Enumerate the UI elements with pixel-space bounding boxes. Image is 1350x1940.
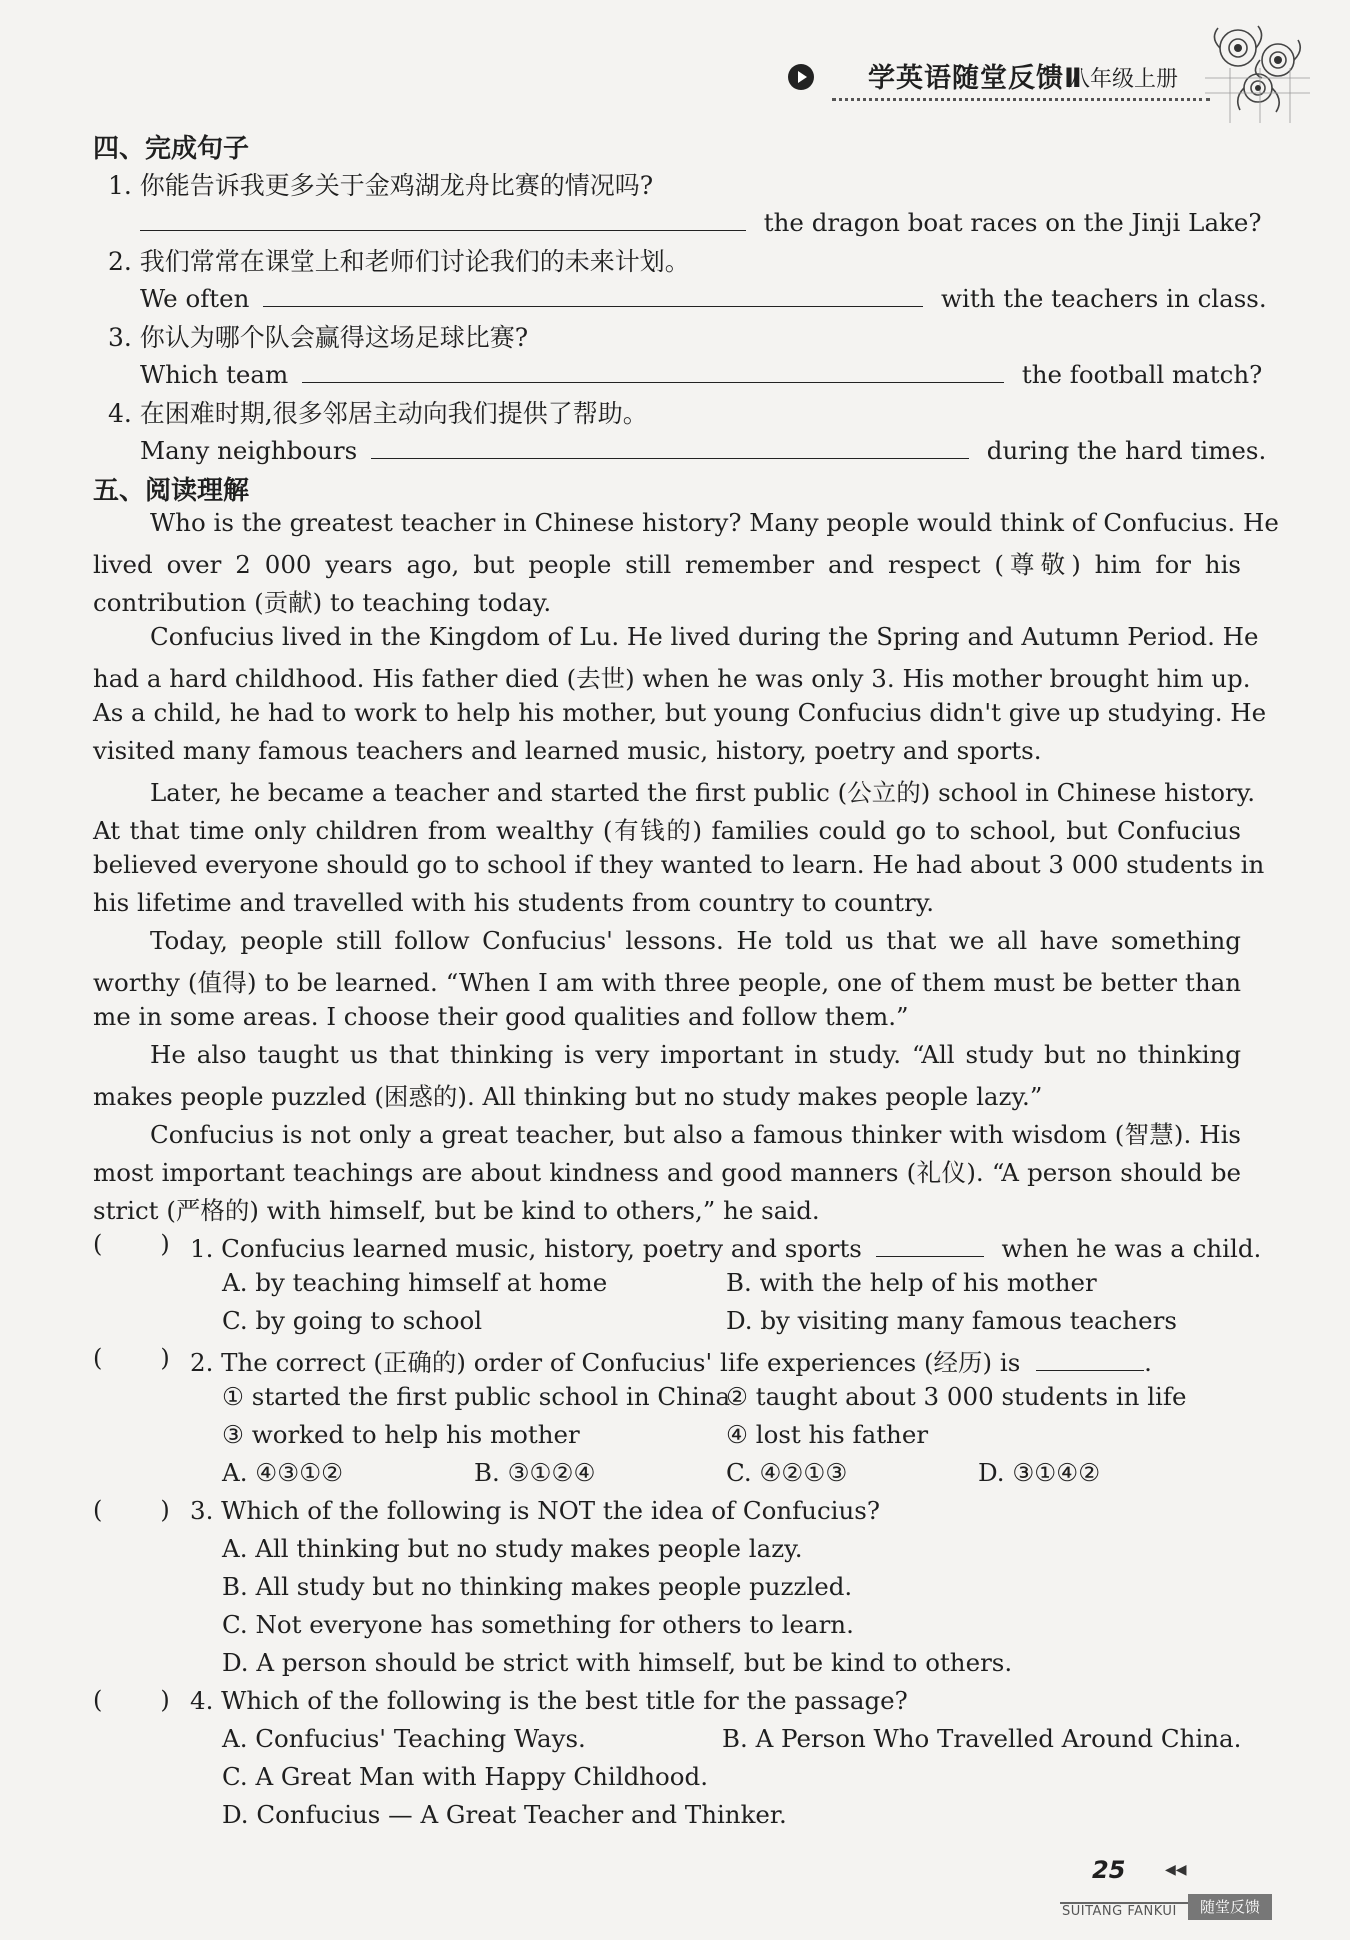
passage-line: his lifetime and travelled with his students from country to country. <box>93 888 935 917</box>
passage-line: He also taught us that thinking is very important in study. “All study but no thinking <box>150 1040 1241 1069</box>
rewind-arrows-icon: ◀◀ <box>1165 1862 1187 1878</box>
passage-line: Confucius is not only a great teacher, but also a famous thinker with wisdom (智慧). His <box>150 1120 1241 1149</box>
passage-line: As a child, he had to work to help his mother, but young Confucius didn't give up studying. He <box>93 698 1267 727</box>
passage-line: worthy (值得) to be learned. “When I am with three people, one of them must be better than <box>93 968 1241 997</box>
q2-event-3: ③ worked to help his mother <box>222 1420 580 1449</box>
q1-answer-paren[interactable]: ( ) <box>93 1230 170 1258</box>
q2-option-a[interactable]: A. ④③①② <box>222 1458 344 1487</box>
q1-stem-blank <box>876 1230 984 1257</box>
q4-option-a[interactable]: A. Confucius' Teaching Ways. <box>222 1724 586 1753</box>
q2-stem: 2. The correct (正确的) order of Confucius' life experiences (经历) is . <box>190 1344 1152 1379</box>
q3-option-d[interactable]: D. A person should be strict with himself, but be kind to others. <box>222 1648 1013 1677</box>
section-4-heading: 四、完成句子 <box>93 134 250 164</box>
s4-q3-prefix: Which team <box>140 360 289 389</box>
q3-answer-paren[interactable]: ( ) <box>93 1496 170 1524</box>
q1-option-b[interactable]: B. with the help of his mother <box>726 1268 1097 1297</box>
s4-q1-suffix: the dragon boat races on the Jinji Lake? <box>763 208 1262 237</box>
q1-option-d[interactable]: D. by visiting many famous teachers <box>726 1306 1177 1335</box>
passage-line: believed everyone should go to school if they wanted to learn. He had about 3 000 students in <box>93 850 1265 879</box>
passage-line: Confucius lived in the Kingdom of Lu. He lived during the Spring and Autumn Period. He <box>150 622 1259 651</box>
footer-brand-en: SUITANG FANKUI <box>1062 1904 1177 1919</box>
book-title: 学英语随堂反馈Ⅱ <box>868 63 1083 94</box>
s4-q2-english <box>140 280 1267 313</box>
s4-q3-answer-blank[interactable] <box>302 356 1004 383</box>
q3-stem: 3. Which of the following is NOT the idea of Confucius? <box>190 1496 881 1525</box>
s4-q2-prefix: We often <box>140 284 250 313</box>
passage-line: makes people puzzled (困惑的). All thinking but no study makes people lazy.” <box>93 1082 1043 1111</box>
page-number: 25 <box>1092 1856 1126 1884</box>
s4-q3-chinese: 3. 你认为哪个队会赢得这场足球比赛? <box>108 323 529 352</box>
passage-line: me in some areas. I choose their good qualities and follow them.” <box>93 1002 909 1031</box>
header-dotted-rule <box>832 98 1210 101</box>
q3-option-a[interactable]: A. All thinking but no study makes people lazy. <box>222 1534 803 1563</box>
q2-event-1: ① started the first public school in China <box>222 1382 731 1411</box>
passage-line: Later, he became a teacher and started the first public (公立的) school in Chinese history. <box>150 778 1256 807</box>
footer-brand-badge: 随堂反馈 <box>1188 1894 1272 1920</box>
q2-event-2: ② taught about 3 000 students in life <box>726 1382 1187 1411</box>
q2-stem-blank <box>1036 1344 1144 1371</box>
q4-option-d[interactable]: D. Confucius — A Great Teacher and Thinker. <box>222 1800 787 1829</box>
q2-event-4: ④ lost his father <box>726 1420 929 1449</box>
q1-stem: 1. Confucius learned music, history, poetry and sports when he was a child. <box>190 1230 1261 1263</box>
q2-option-b[interactable]: B. ③①②④ <box>474 1458 596 1487</box>
q1-option-c[interactable]: C. by going to school <box>222 1306 483 1335</box>
q2-option-c[interactable]: C. ④②①③ <box>726 1458 848 1487</box>
q4-answer-paren[interactable]: ( ) <box>93 1686 170 1714</box>
s4-q2-suffix: with the teachers in class. <box>941 284 1267 313</box>
s4-q2-answer-blank[interactable] <box>263 280 923 307</box>
s4-q4-prefix: Many neighbours <box>140 436 358 465</box>
q3-option-b[interactable]: B. All study but no thinking makes people puzzled. <box>222 1572 853 1601</box>
passage-line: contribution (贡献) to teaching today. <box>93 588 552 617</box>
s4-q4-chinese: 4. 在困难时期,很多邻居主动向我们提供了帮助。 <box>108 399 648 428</box>
s4-q3-suffix: the football match? <box>1021 360 1263 389</box>
s4-q4-answer-blank[interactable] <box>371 432 969 459</box>
q4-stem: 4. Which of the following is the best title for the passage? <box>190 1686 908 1715</box>
passage-line: had a hard childhood. His father died (去世) when he was only 3. His mother brought him up. <box>93 664 1251 693</box>
q3-option-c[interactable]: C. Not everyone has something for others to learn. <box>222 1610 854 1639</box>
s4-q2-chinese: 2. 我们常常在课堂上和老师们讨论我们的未来计划。 <box>108 247 690 276</box>
s4-q4-english <box>140 432 1266 465</box>
passage-line: visited many famous teachers and learned music, history, poetry and sports. <box>93 736 1042 765</box>
q4-option-c[interactable]: C. A Great Man with Happy Childhood. <box>222 1762 709 1791</box>
passage-line: Who is the greatest teacher in Chinese history? Many people would think of Confucius. He <box>150 508 1279 537</box>
q4-option-b[interactable]: B. A Person Who Travelled Around China. <box>722 1724 1242 1753</box>
q2-answer-paren[interactable]: ( ) <box>93 1344 170 1372</box>
grade-label: 八年级上册 <box>1068 67 1179 92</box>
passage-line: Today, people still follow Confucius' lessons. He told us that we all have something <box>150 926 1241 955</box>
s4-q1-answer-blank[interactable] <box>140 204 746 231</box>
q2-option-d[interactable]: D. ③①④② <box>978 1458 1101 1487</box>
passage-line: strict (严格的) with himself, but be kind to others,” he said. <box>93 1196 820 1225</box>
q1-option-a[interactable]: A. by teaching himself at home <box>222 1268 608 1297</box>
section-5-heading: 五、阅读理解 <box>93 476 250 506</box>
s4-q4-suffix: during the hard times. <box>986 436 1267 465</box>
passage-line: At that time only children from wealthy (有钱的) families could go to school, but Confucius <box>93 816 1241 845</box>
s4-q1-chinese: 1. 你能告诉我更多关于金鸡湖龙舟比赛的情况吗? <box>108 171 654 200</box>
flower-decoration-icon <box>1200 18 1320 128</box>
play-icon <box>788 64 814 90</box>
passage-line: lived over 2 000 years ago, but people still remember and respect (尊敬) him for his <box>93 550 1241 579</box>
passage-line: most important teachings are about kindness and good manners (礼仪). “A person should be <box>93 1158 1241 1187</box>
s4-q3-english <box>140 356 1262 389</box>
s4-q1-english <box>140 204 1262 237</box>
